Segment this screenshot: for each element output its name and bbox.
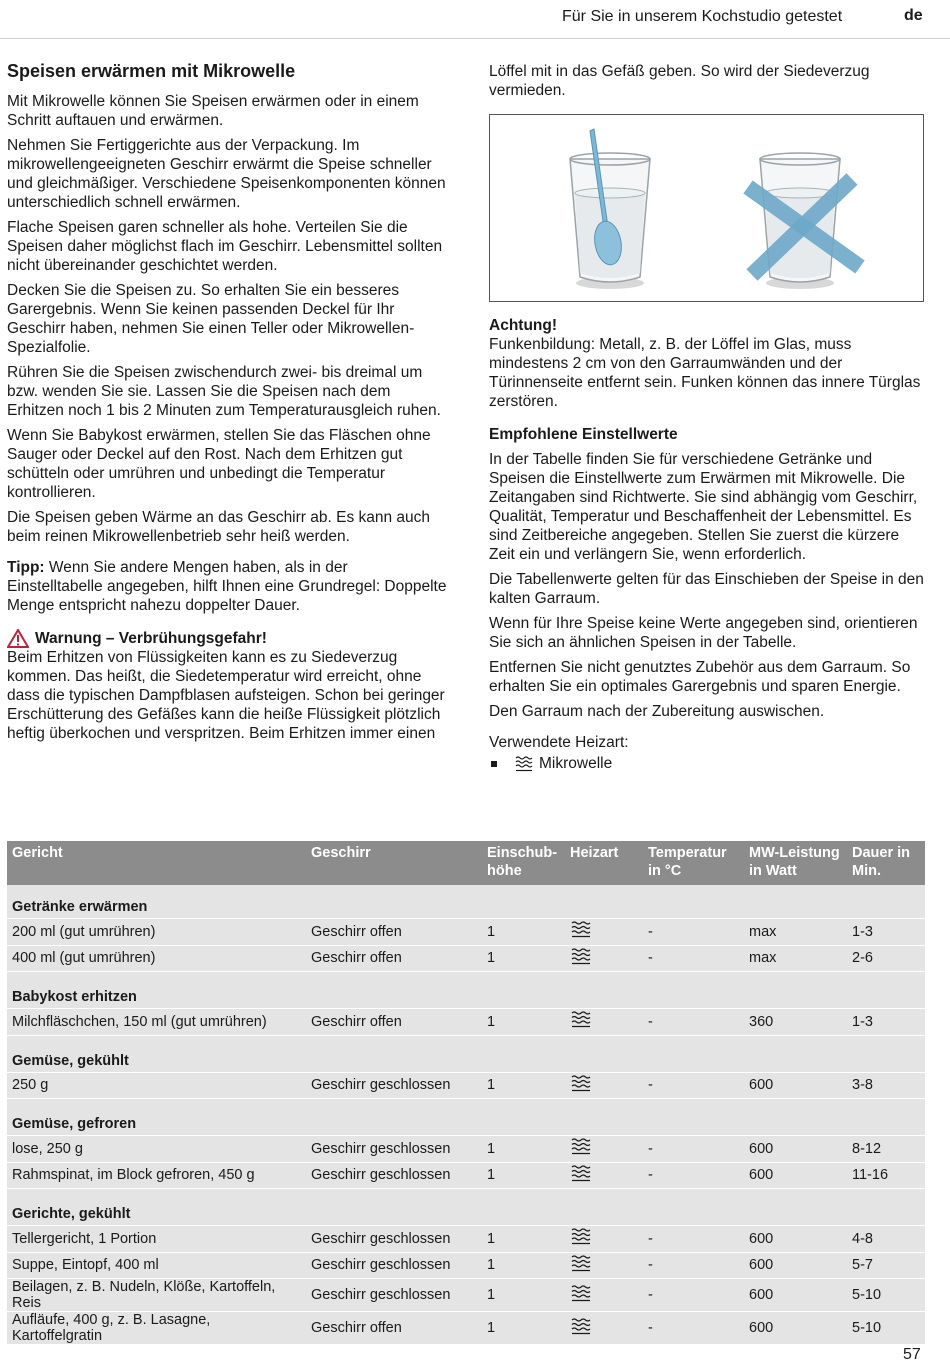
cell-dishware: Geschirr geschlossen — [306, 1136, 482, 1163]
microwave-icon — [571, 1228, 591, 1245]
cell-heat — [565, 919, 643, 946]
cell-time: 1-3 — [847, 1009, 925, 1036]
cell-power: 600 — [744, 1226, 847, 1253]
group-title: Getränke erwärmen — [7, 885, 925, 919]
cell-power: 600 — [744, 1072, 847, 1099]
warning-text: Beim Erhitzen von Flüssigkeiten kann es zu Siedeverzug kommen. Das heißt, die Siedetemperatur wird erreicht, ohne dass die typischen Dampfblasen aufsteigen. Schon bei geringer Erschütterung des Gefäßes kann die heiße Flüssigkeit plötzlich heftig überkochen und verspritzen. Beim Erhitzen immer einen — [7, 649, 445, 742]
cell-level: 1 — [482, 1252, 565, 1279]
table-row — [7, 1252, 925, 1279]
table-row — [7, 1009, 925, 1036]
microwave-icon — [515, 756, 533, 772]
cell-level: 1 — [482, 1162, 565, 1189]
col-header-time: Dauer in Min. — [847, 841, 925, 885]
cell-level: 1 — [482, 945, 565, 972]
paragraph: In der Tabelle finden Sie für verschiedene Getränke und Speisen die Einstellwerte zum Erwärmen mit Mikrowelle. Die Zeitangaben sind Richtwerte. Sie sind abhängig vom Geschirr, Qualität, Temperatur und Beschaffenheit der Lebensmittel. Es sind Zeitbereiche angegeben. Stellen Sie zuerst die kürzere Zeit ein und verlängern Sie, wenn erforderlich. — [489, 451, 918, 563]
cell-power: max — [744, 919, 847, 946]
cell-time: 11-16 — [847, 1162, 925, 1189]
warning-triangle-icon — [7, 629, 29, 648]
continued-text: Löffel mit in das Gefäß geben. So wird der Siedeverzug vermieden. — [489, 63, 870, 99]
cell-dish: Tellergericht, 1 Portion — [7, 1226, 306, 1253]
cell-power: max — [744, 945, 847, 972]
cell-heat — [565, 1009, 643, 1036]
cell-dish: 200 ml (gut umrühren) — [7, 919, 306, 946]
attention-title: Achtung! — [489, 317, 558, 334]
settings-table — [7, 841, 925, 1345]
microwave-icon — [571, 1075, 591, 1092]
section-title: Speisen erwärmen mit Mikrowelle — [7, 61, 296, 81]
col-header-dishware: Geschirr — [306, 841, 482, 885]
cell-level: 1 — [482, 1226, 565, 1253]
page-header-title: Für Sie in unserem Kochstudio getestet — [562, 8, 843, 25]
cell-temp: - — [643, 919, 744, 946]
cell-dishware: Geschirr geschlossen — [306, 1226, 482, 1253]
cell-temp: - — [643, 945, 744, 972]
microwave-icon — [571, 921, 591, 938]
cell-dishware: Geschirr geschlossen — [306, 1162, 482, 1189]
paragraph: Nehmen Sie Fertiggerichte aus der Verpackung. Im mikrowellengeeigneten Geschirr erwärmt die Speise schneller und gleichmäßiger. Verschiedene Speisenkomponenten können unterschiedlich schnell erwärmen. — [7, 137, 446, 211]
paragraph: Die Speisen geben Wärme an das Geschirr ab. Es kann auch beim reinen Mikrowellenbetrieb sehr heiß werden. — [7, 509, 431, 545]
page-number: 57 — [903, 1346, 921, 1363]
paragraph: Decken Sie die Speisen zu. So erhalten Sie ein besseres Garergebnis. Wenn Sie keinen passenden Deckel für Ihr Geschirr haben, nehmen Sie einen Teller oder Mikrowellen-Spezialfolie. — [7, 282, 415, 356]
col-header-level: Einschub- höhe — [482, 841, 565, 885]
table-group-row — [7, 1099, 925, 1136]
cell-dish: lose, 250 g — [7, 1136, 306, 1163]
cell-dish: Suppe, Eintopf, 400 ml — [7, 1252, 306, 1279]
microwave-icon — [571, 948, 591, 965]
settings-table-wrapper — [7, 841, 925, 1345]
cell-dish: Beilagen, z. B. Nudeln, Klöße, Kartoffeln, Reis — [7, 1279, 306, 1312]
table-row — [7, 1162, 925, 1189]
heating-item-label: Mikrowelle — [539, 755, 613, 772]
cell-heat — [565, 1072, 643, 1099]
table-row — [7, 1312, 925, 1345]
paragraph: Den Garraum nach der Zubereitung auswischen. — [489, 703, 825, 720]
cell-power: 360 — [744, 1009, 847, 1036]
table-group-row — [7, 885, 925, 919]
left-column — [7, 60, 447, 749]
cell-level: 1 — [482, 919, 565, 946]
cell-heat — [565, 1162, 643, 1189]
cell-temp: - — [643, 1279, 744, 1312]
cell-dishware: Geschirr geschlossen — [306, 1072, 482, 1099]
cell-dish: Milchfläschchen, 150 ml (gut umrühren) — [7, 1009, 306, 1036]
table-group-row — [7, 1035, 925, 1072]
col-header-heat: Heizart — [565, 841, 643, 885]
cell-dish: Aufläufe, 400 g, z. B. Lasagne, Kartoffelgratin — [7, 1312, 306, 1345]
cell-heat — [565, 1226, 643, 1253]
microwave-icon — [571, 1318, 591, 1335]
tip — [7, 558, 447, 615]
cell-dishware: Geschirr offen — [306, 1312, 482, 1345]
tip-label: Tipp: — [7, 559, 45, 576]
cell-temp: - — [643, 1312, 744, 1345]
cell-level: 1 — [482, 1009, 565, 1036]
cell-time: 5-10 — [847, 1279, 925, 1312]
table-row — [7, 919, 925, 946]
microwave-icon — [571, 1255, 591, 1272]
cell-dishware: Geschirr offen — [306, 945, 482, 972]
paragraph: Wenn für Ihre Speise keine Werte angegeben sind, orientieren Sie sich an ähnlichen Speisen in der Tabelle. — [489, 615, 918, 651]
cell-level: 1 — [482, 1072, 565, 1099]
heating-label: Verwendete Heizart: — [489, 734, 629, 751]
table-row — [7, 1279, 925, 1312]
cell-temp: - — [643, 1162, 744, 1189]
cell-dishware: Geschirr geschlossen — [306, 1252, 482, 1279]
group-title: Gerichte, gekühlt — [7, 1189, 925, 1226]
cell-dish: Rahmspinat, im Block gefroren, 450 g — [7, 1162, 306, 1189]
table-row — [7, 1136, 925, 1163]
cell-power: 600 — [744, 1136, 847, 1163]
paragraph: Mit Mikrowelle können Sie Speisen erwärmen oder in einem Schritt auftauen und erwärmen. — [7, 93, 419, 129]
warning-title: Warnung – Verbrühungsgefahr! — [35, 630, 267, 647]
header-divider — [0, 38, 950, 39]
cell-time: 8-12 — [847, 1136, 925, 1163]
cell-heat — [565, 1279, 643, 1312]
cell-temp: - — [643, 1072, 744, 1099]
cell-temp: - — [643, 1226, 744, 1253]
table-row — [7, 945, 925, 972]
cell-time: 5-10 — [847, 1312, 925, 1345]
microwave-icon — [571, 1165, 591, 1182]
group-title: Gemüse, gekühlt — [7, 1035, 925, 1072]
cell-temp: - — [643, 1252, 744, 1279]
attention-block — [489, 316, 929, 411]
cell-dishware: Geschirr offen — [306, 919, 482, 946]
paragraph: Entfernen Sie nicht genutztes Zubehör aus dem Garraum. So erhalten Sie ein optimales Garergebnis und sparen Energie. — [489, 659, 911, 695]
cell-dish: 250 g — [7, 1072, 306, 1099]
table-group-row — [7, 972, 925, 1009]
attention-text: Funkenbildung: Metall, z. B. der Löffel im Glas, muss mindestens 2 cm von den Garraumwänden und der Türinnenseite entfernt sein. Funken können das innere Türglas zerstören. — [489, 336, 921, 410]
cell-time: 5-7 — [847, 1252, 925, 1279]
cell-time: 1-3 — [847, 919, 925, 946]
warning-heading — [7, 629, 447, 648]
microwave-icon — [571, 1138, 591, 1155]
table-body — [7, 885, 925, 1345]
paragraph: Wenn Sie Babykost erwärmen, stellen Sie das Fläschen ohne Sauger oder Deckel auf den Rost. Nach dem Erhitzen gut schütteln oder umrühren und unbedingt die Temperatur kontrollieren. — [7, 427, 431, 501]
table-row — [7, 1226, 925, 1253]
right-column — [489, 62, 929, 773]
recommended-heading: Empfohlene Einstellwerte — [489, 426, 678, 443]
cell-heat — [565, 1312, 643, 1345]
cell-dishware: Geschirr geschlossen — [306, 1279, 482, 1312]
paragraph: Flache Speisen garen schneller als hohe. Verteilen Sie die Speisen daher möglichst flach im Geschirr. Lebensmittel sollten nicht übereinander geschichtet werden. — [7, 219, 443, 274]
language-code: de — [904, 7, 923, 24]
cell-level: 1 — [482, 1279, 565, 1312]
group-title: Gemüse, gefroren — [7, 1099, 925, 1136]
col-header-power: MW-Leistung in Watt — [744, 841, 847, 885]
cell-heat — [565, 1136, 643, 1163]
glass-spoon-illustration — [489, 114, 924, 302]
cell-time: 4-8 — [847, 1226, 925, 1253]
cell-temp: - — [643, 1009, 744, 1036]
table-group-row — [7, 1189, 925, 1226]
cell-power: 600 — [744, 1312, 847, 1345]
cell-heat — [565, 945, 643, 972]
paragraph: Rühren Sie die Speisen zwischendurch zwei- bis dreimal um bzw. wenden Sie sie. Lassen Sie die Speisen nach dem Erhitzen noch 1 bis 2 Minuten zum Temperaturausgleich ruhen. — [7, 364, 441, 419]
microwave-icon — [571, 1011, 591, 1028]
cell-power: 600 — [744, 1162, 847, 1189]
cell-heat — [565, 1252, 643, 1279]
glass-comparison-figure — [490, 115, 923, 301]
cell-time: 3-8 — [847, 1072, 925, 1099]
col-header-dish: Gericht — [7, 841, 306, 885]
table-row — [7, 1072, 925, 1099]
heating-list-item — [489, 754, 929, 773]
cell-level: 1 — [482, 1136, 565, 1163]
table-header-row — [7, 841, 925, 885]
tip-text: Wenn Sie andere Mengen haben, als in der Einstelltabelle angegeben, hilft Ihnen eine Grundregel: Doppelte Menge entspricht nahezu doppelter Dauer. — [7, 559, 447, 614]
cell-time: 2-6 — [847, 945, 925, 972]
col-header-temp: Temperatur in °C — [643, 841, 744, 885]
microwave-icon — [571, 1285, 591, 1302]
cell-level: 1 — [482, 1312, 565, 1345]
bullet-square — [491, 761, 497, 767]
paragraph: Die Tabellenwerte gelten für das Einschieben der Speise in den kalten Garraum. — [489, 571, 924, 607]
cell-dish: 400 ml (gut umrühren) — [7, 945, 306, 972]
cell-power: 600 — [744, 1252, 847, 1279]
cell-temp: - — [643, 1136, 744, 1163]
group-title: Babykost erhitzen — [7, 972, 925, 1009]
cell-power: 600 — [744, 1279, 847, 1312]
cell-dishware: Geschirr offen — [306, 1009, 482, 1036]
